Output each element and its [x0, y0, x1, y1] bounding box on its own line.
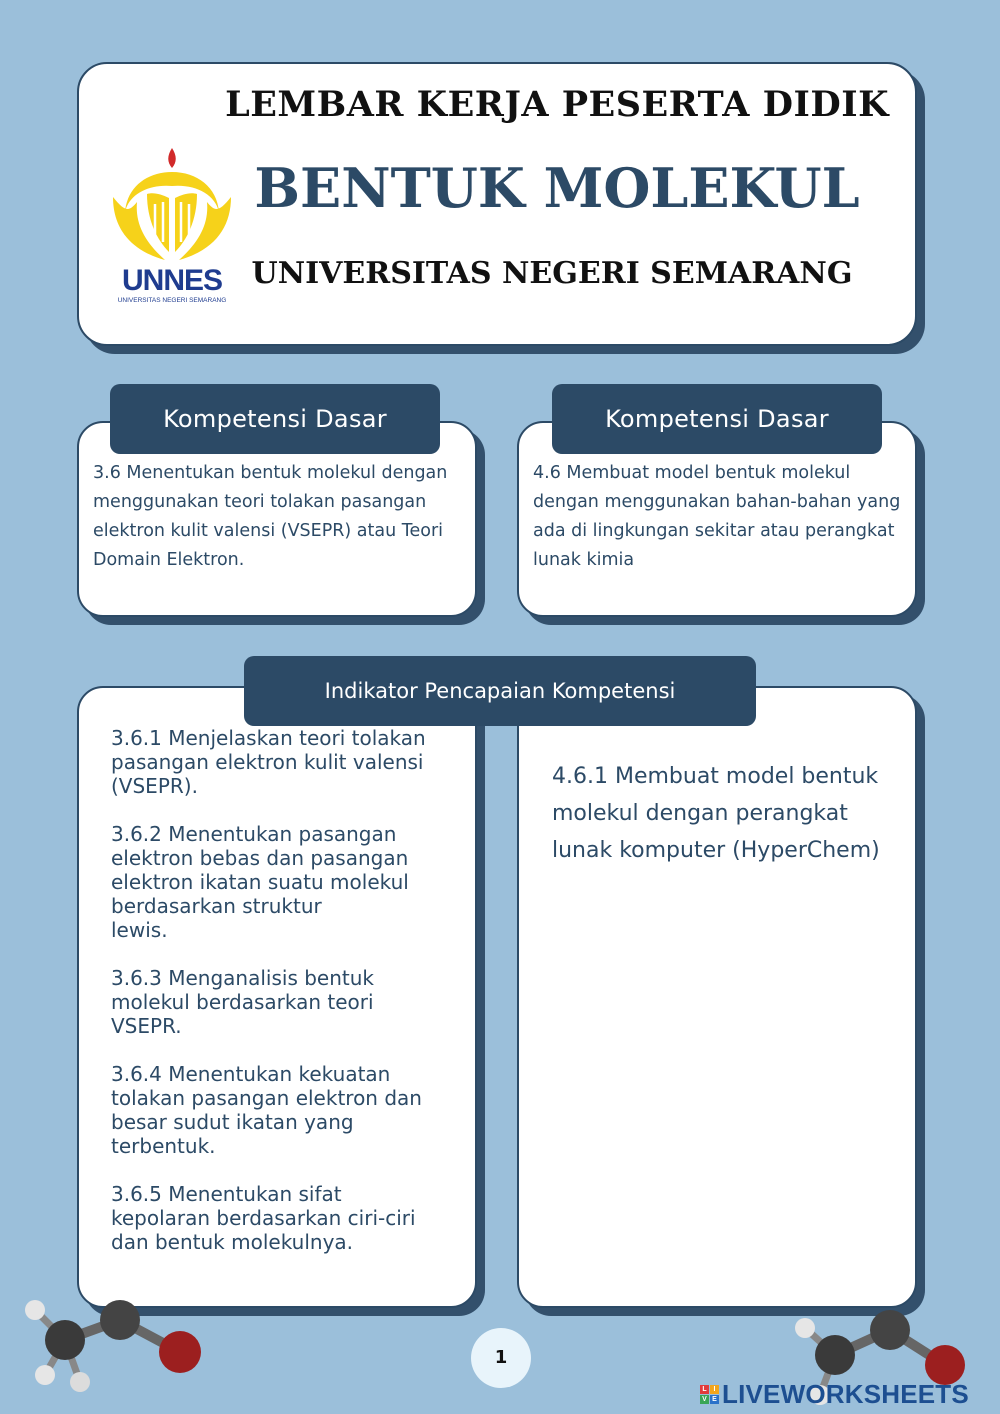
ball-and-stick-molecule-icon	[10, 1290, 220, 1400]
kd-label-right: Kompetensi Dasar	[552, 384, 882, 454]
indicator-item: 3.6.1 Menjelaskan teori tolakan pasangan elektron kulit valensi (VSEPR).	[111, 726, 426, 798]
indicator-list	[111, 726, 447, 1278]
worksheet-title: LEMBAR KERJA PESERTA DIDIK	[225, 84, 889, 125]
kd-text-right: 4.6 Membuat model bentuk molekul dengan menggunakan bahan-bahan yang ada di lingkungan sekitar atau perangkat lunak kimia	[533, 463, 901, 570]
logo-subtext: UNIVERSITAS NEGERI SEMARANG	[117, 297, 227, 304]
indicator-item: 3.6.3 Menganalisis bentuk molekul berdasarkan teori VSEPR.	[111, 966, 375, 1038]
indicator-card-left	[77, 686, 477, 1308]
indicator-right-text: 4.6.1 Membuat model bentuk molekul dengan perangkat lunak komputer (HyperChem)	[552, 764, 880, 863]
liveworksheets-watermark	[700, 1380, 969, 1408]
logo-text: UNNES	[121, 264, 222, 297]
indicator-item: 3.6.5 Menentukan sifat kepolaran berdasarkan ciri-ciri dan bentuk molekulnya.	[111, 1182, 416, 1254]
unnes-logo-icon	[107, 142, 237, 310]
university-name: UNIVERSITAS NEGERI SEMARANG	[251, 256, 853, 291]
indicator-card-right	[517, 686, 917, 1308]
indicator-label: Indikator Pencapaian Kompetensi	[244, 656, 756, 726]
kd-label-left: Kompetensi Dasar	[110, 384, 440, 454]
liveworksheets-badge-icon: L I V E	[700, 1385, 719, 1404]
page-number: 1	[471, 1328, 531, 1388]
indicator-item: 3.6.2 Menentukan pasangan elektron bebas dan pasangan elektron ikatan suatu molekul berdasarkan struktur lewis.	[111, 822, 409, 942]
topic-title: BENTUK MOLEKUL	[254, 156, 860, 220]
header-card	[77, 62, 917, 346]
liveworksheets-text: LIVEWORKSHEETS	[722, 1378, 969, 1409]
kd-text-left: 3.6 Menentukan bentuk molekul dengan menggunakan teori tolakan pasangan elektron kulit valensi (VSEPR) atau Teori Domain Elektron.	[93, 463, 448, 570]
indicator-item: 3.6.4 Menentukan kekuatan tolakan pasangan elektron dan besar sudut ikatan yang terbentuk.	[111, 1062, 422, 1158]
